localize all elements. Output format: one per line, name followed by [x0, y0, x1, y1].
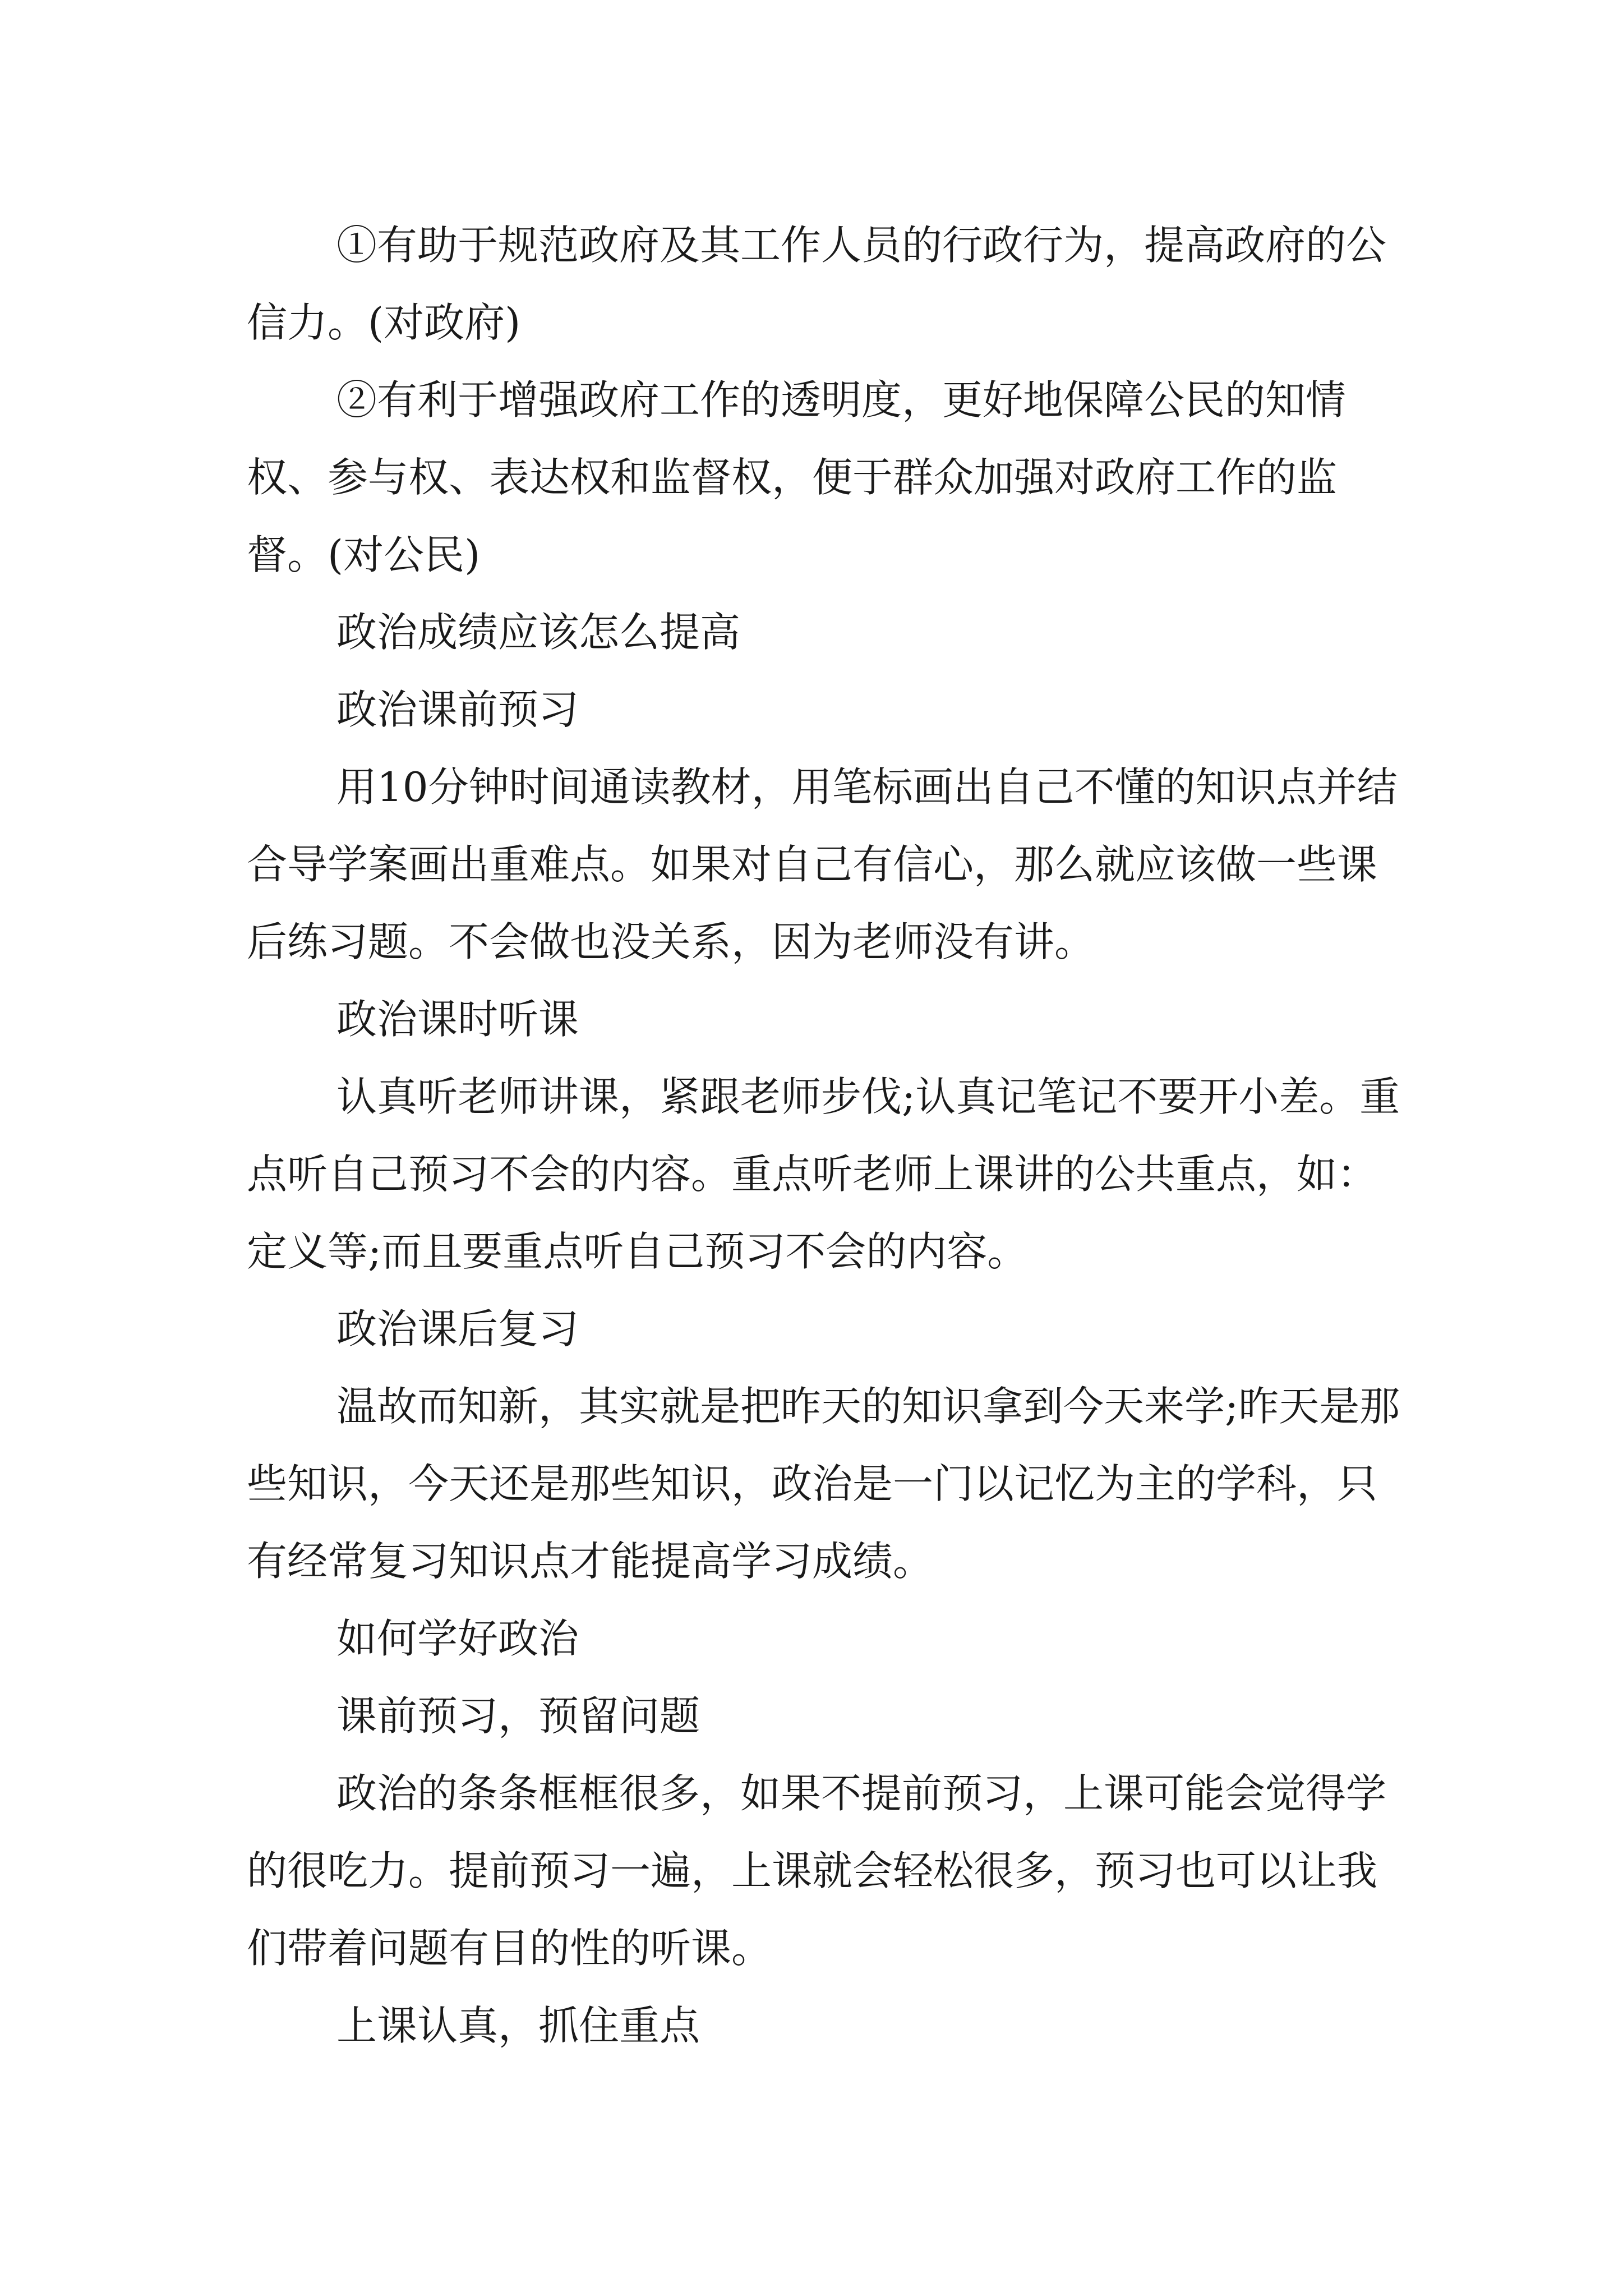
heading-in-class: 政治课时听课	[336, 996, 579, 1043]
paragraph-review: 温故而知新，其实就是把昨天的知识拿到今天来学;昨天是那些知识，今天还是那些知识，政治是一门以记忆为主的学科，只有经常复习知识点才能提高学习成绩。	[247, 1383, 1400, 1585]
paragraph-preview: 用10分钟时间通读教材，用笔标画出自己不懂的知识点并结合导学案画出重难点。如果对自己有信心，那么就应该做一些课后练习题。不会做也没关系，因为老师没有讲。	[247, 763, 1398, 965]
heading-review: 政治课后复习	[336, 1305, 579, 1352]
document-body	[247, 206, 1402, 2064]
paragraph-government-transparency: ②有利于增强政府工作的透明度，更好地保障公民的知情权、参与权、表达权和监督权，便于群众加强对政府工作的监督。(对公民)	[247, 376, 1347, 578]
paragraph-in-class: 认真听老师讲课，紧跟老师步伐;认真记笔记不要开小差。重点听自己预习不会的内容。重点听老师上课讲的公共重点，如：定义等;而且要重点听自己预习不会的内容。	[247, 1073, 1400, 1275]
heading-preview-questions: 课前预习，预留问题	[336, 1692, 700, 1740]
heading-preview: 政治课前预习	[336, 686, 579, 733]
paragraph-government-credibility: ①有助于规范政府及其工作人员的行政行为，提高政府的公信力。(对政府)	[247, 222, 1387, 346]
heading-improve-grades: 政治成绩应该怎么提高	[336, 609, 741, 656]
paragraph-preview-questions: 政治的条条框框很多，如果不提前预习，上课可能会觉得学的很吃力。提前预习一遍，上课就会轻松很多，预习也可以让我们带着问题有目的性的听课。	[247, 1770, 1387, 1972]
heading-focus-in-class: 上课认真，抓住重点	[336, 2002, 700, 2049]
heading-how-to-learn: 如何学好政治	[336, 1615, 579, 1662]
